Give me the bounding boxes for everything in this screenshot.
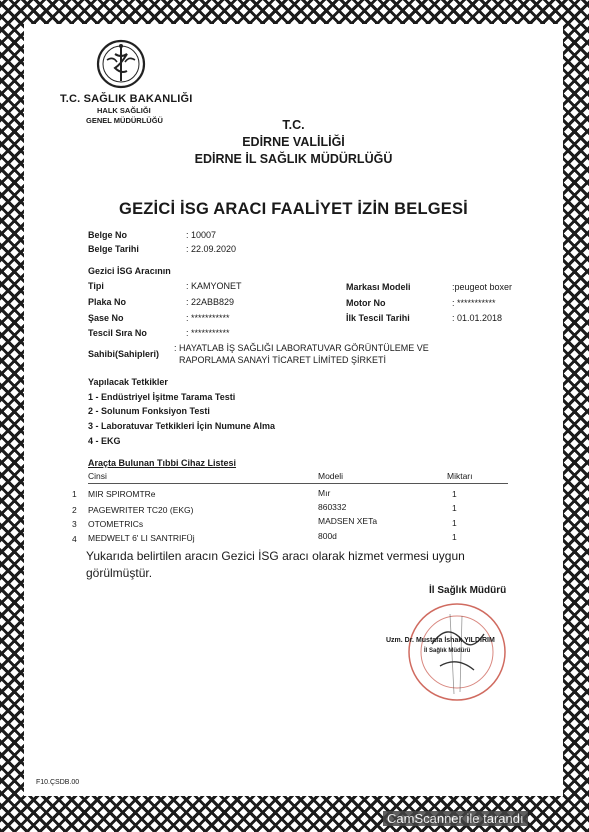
- test-item-2: 2 - Solunum Fonksiyon Testi: [88, 406, 210, 416]
- ministry-subunit-2: GENEL MÜDÜRLÜĞÜ: [86, 116, 163, 125]
- row-number: 3: [72, 519, 77, 529]
- sase-label: Şase No: [88, 313, 124, 323]
- row-modeli: 860332: [318, 502, 347, 512]
- belge-tarihi-value: : 22.09.2020: [186, 244, 237, 254]
- row-cinsi: MEDWELT 6' LI SANTRIFÜj: [88, 533, 195, 543]
- tipi-label: Tipi: [88, 281, 104, 291]
- sase-value: : ***********: [186, 313, 230, 323]
- marka-label: Markası Modeli: [346, 282, 411, 292]
- row-miktari: 1: [452, 489, 457, 499]
- devices-heading: Araçta Bulunan Tıbbi Cihaz Listesi: [88, 458, 237, 468]
- row-number: 4: [72, 534, 77, 544]
- header-line-tc: T.C.: [282, 118, 305, 132]
- row-modeli: MADSEN XETa: [318, 516, 378, 526]
- section-label: Gezici İSG Aracının: [88, 266, 171, 276]
- row-modeli: Mır: [318, 488, 331, 498]
- table-header-divider: [88, 483, 508, 484]
- form-code: F10.ÇSDB.00: [36, 779, 80, 786]
- motor-label: Motor No: [346, 298, 386, 308]
- test-item-1: 1 - Endüstriyel İşitme Tarama Testi: [88, 392, 236, 402]
- tescil-sira-value: : ***********: [186, 328, 230, 338]
- row-miktari: 1: [452, 503, 457, 513]
- row-cinsi: MIR SPIROMTRe: [88, 489, 156, 499]
- motor-value: : ***********: [452, 298, 496, 308]
- row-miktari: 1: [452, 532, 457, 542]
- signatory-role: İl Sağlık Müdürü: [424, 648, 471, 654]
- row-number: 1: [72, 489, 77, 499]
- plaka-value: : 22ABB829: [186, 297, 235, 307]
- column-cinsi: Cinsi: [88, 471, 107, 481]
- sahibi-label: Sahibi(Sahipleri): [88, 349, 160, 359]
- signatory-name: Uzm. Dr. Mustafa İshak YILDIRIM: [386, 637, 495, 644]
- camscanner-watermark: CamScanner ile tarandı: [383, 811, 528, 826]
- ilk-tescil-value: : 01.01.2018: [452, 313, 503, 323]
- tescil-sira-label: Tescil Sıra No: [88, 328, 147, 338]
- test-item-4: 4 - EKG: [88, 436, 121, 446]
- row-number: 2: [72, 505, 77, 515]
- header-line-valilik: EDİRNE VALİLİĞİ: [242, 135, 345, 149]
- belge-tarihi-label: Belge Tarihi: [88, 244, 139, 254]
- belge-no-value: : 10007: [186, 230, 217, 240]
- test-item-3: 3 - Laboratuvar Tetkikleri İçin Numune Alma: [88, 421, 276, 431]
- row-miktari: 1: [452, 518, 457, 528]
- document-title: GEZİCİ İSG ARACI FAALİYET İZİN BELGESİ: [119, 200, 468, 218]
- row-modeli: 800d: [318, 531, 337, 541]
- ilk-tescil-label: İlk Tescil Tarihi: [346, 313, 410, 323]
- sahibi-line-2: RAPORLAMA SANAYİ TİCARET LİMİTED ŞİRKETİ: [179, 355, 387, 365]
- sahibi-line-1: : HAYATLAB İŞ SAĞLIĞI LABORATUVAR GÖRÜNTÜLEME VE: [174, 343, 429, 353]
- tipi-value: : KAMYONET: [186, 281, 242, 291]
- column-miktari: Miktarı: [447, 471, 473, 481]
- row-cinsi: OTOMETRICs: [88, 519, 144, 529]
- row-cinsi: PAGEWRITER TC20 (EKG): [88, 505, 194, 515]
- header-line-mudurluk: EDİRNE İL SAĞLIK MÜDÜRLÜĞÜ: [194, 152, 393, 166]
- statement-line-2: görülmüştür.: [86, 566, 153, 580]
- signature-title: İl Sağlık Müdürü: [429, 585, 507, 596]
- plaka-label: Plaka No: [88, 297, 127, 307]
- ministry-name: T.C. SAĞLIK BAKANLIĞI: [60, 93, 193, 105]
- ministry-subunit-1: HALK SAĞLIĞI: [97, 106, 151, 115]
- marka-value: :peugeot boxer: [452, 282, 513, 292]
- tests-heading: Yapılacak Tetkikler: [88, 377, 168, 387]
- column-modeli: Modeli: [318, 471, 344, 481]
- statement-line-1: Yukarıda belirtilen aracın Gezici İSG aracı olarak hizmet vermesi uygun: [86, 549, 465, 563]
- belge-no-label: Belge No: [88, 230, 128, 240]
- ministry-logo-icon: [95, 38, 147, 90]
